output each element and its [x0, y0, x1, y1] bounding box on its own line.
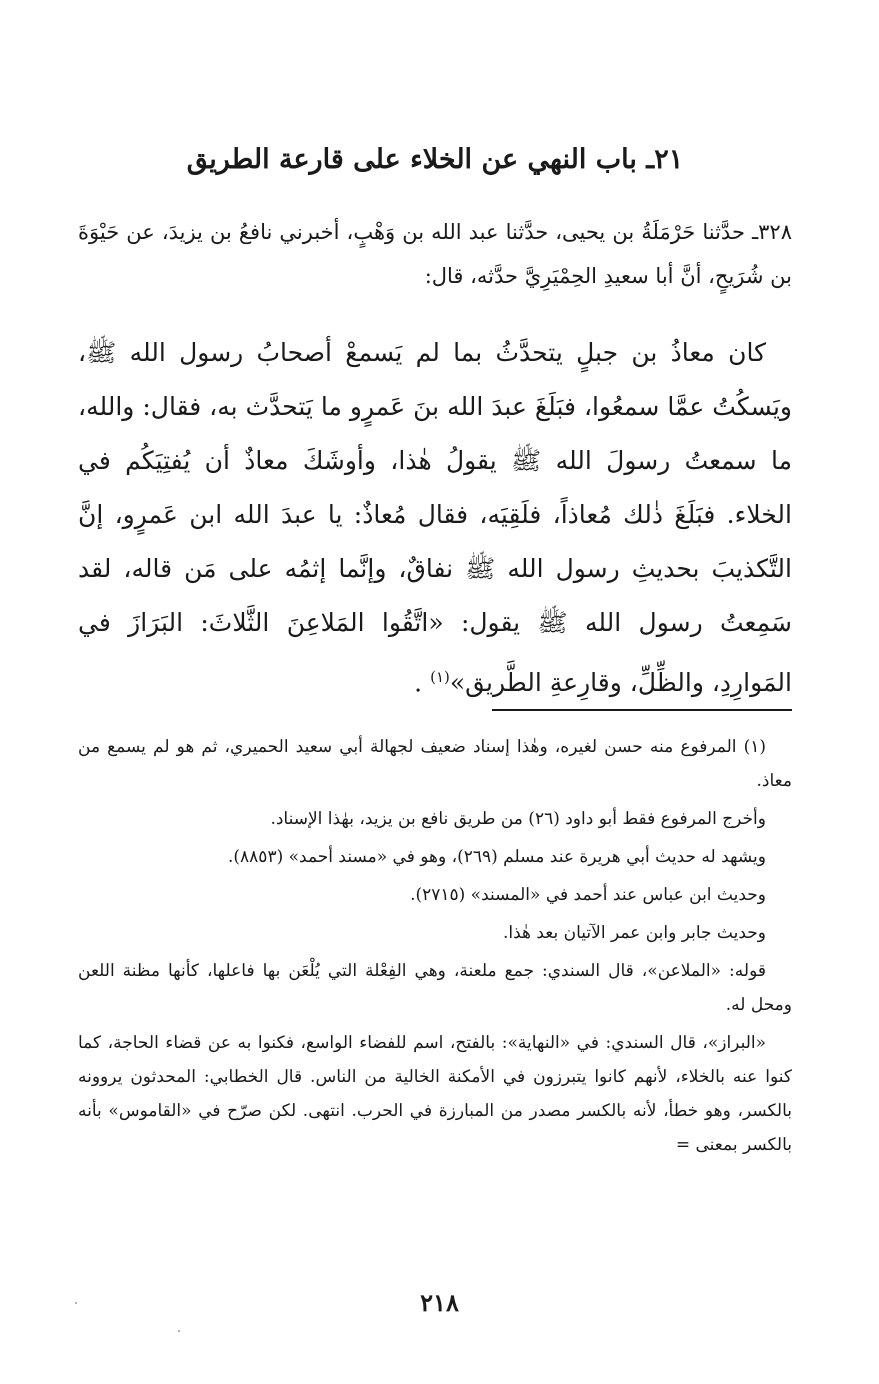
- page-number: ٢١٨: [420, 1288, 459, 1317]
- scan-speck: [178, 1330, 180, 1332]
- footnotes-section: [78, 730, 792, 1166]
- chapter-title: ٢١ـ باب النهي عن الخلاء على قارعة الطريق: [186, 144, 684, 175]
- scan-speck: [75, 1302, 77, 1304]
- hadith-matn-text: كان معاذُ بن جبلٍ يتحدَّثُ بما لم يَسمعْ أصحابُ رسول الله ﷺ، ويَسكُتُ عمَّا سمعُوا، فبَلَغَ عبدَ الله بنَ عَمرٍو ما يَتحدَّث به، فقال: والله، ما سمعتُ رسولَ الله ﷺ يقولُ هٰذا، وأوشَكَ معاذٌ أن يُفتِيَكُم في الخلاء. فبَلَغَ ذٰلك مُعاذاً، فلَقِيَه، فقال مُعاذٌ: يا عبدَ الله ابن عَمرٍو، إنَّ التَّكذيبَ بحديثِ رسول الله ﷺ نفاقٌ، وإنَّما إثمُه على مَن قاله، لقد سَمِعتُ رسول الله ﷺ يقول: «اتَّقُوا المَلاعِنَ الثَّلاثَ: البَرَازَ في المَوارِدِ، والظِّلِّ، وقارِعةِ الطَّريق»: [78, 338, 792, 698]
- hadith-matn: [78, 326, 792, 710]
- footnote-paragraph: وحديث جابر وابن عمر الآتيان بعد هٰذا.: [502, 923, 766, 943]
- footnote-paragraph: «البراز»، قال السندي: في «النهاية»: بالفتح، اسم للفضاء الواسع، فكنوا به عن قضاء الحاجة، كما كنوا عنه بالخلاء، لأنهم كانوا يتبرزون في الأمكنة الخالية من الناس. قال الخطابي: المحدثون يروونه بالكسر، وهو خطأ، لأنه بالكسر مصدر من المبارزة في الحرب. انتهى. لكن صرّح في «القاموس» بأنه بالكسر بمعنى =: [78, 1033, 792, 1155]
- hadith-isnad: ٣٢٨ـ حدَّثنا حَرْمَلَةُ بن يحيى، حدَّثنا عبد الله بن وَهْبٍ، أخبرني نافعُ بن يزيدَ، عن حَيْوَةَ بن شُرَيحٍ، أنَّ أبا سعيدِ الحِمْيَرِيَّ حدَّثه، قال:: [78, 220, 792, 288]
- footnote-paragraph: وحديث ابن عباس عند أحمد في «المسند» (٢٧١٥).: [410, 885, 766, 905]
- footnote-marker: (١): [430, 668, 450, 686]
- matn-end-punct: .: [414, 668, 423, 698]
- footnote-paragraph: (١) المرفوع منه حسن لغيره، وهٰذا إسناد ضعيف لجهالة أبي سعيد الحميري، ثم هو لم يسمع من معاذ.: [78, 737, 792, 791]
- footnote-paragraph: وأخرج المرفوع فقط أبو داود (٢٦) من طريق نافع بن يزيد، بهٰذا الإسناد.: [270, 809, 766, 829]
- footnote-paragraph: ويشهد له حديث أبي هريرة عند مسلم (٢٦٩)، وهو في «مسند أحمد» (٨٨٥٣).: [228, 847, 766, 867]
- footnote-paragraph: قوله: «الملاعن»، قال السندي: جمع ملعنة، وهي الفِعْلة التي يُلْعَن بها فاعلها، كأنها مظنة اللعن ومحل له.: [78, 961, 792, 1015]
- footnote-divider: [492, 709, 792, 711]
